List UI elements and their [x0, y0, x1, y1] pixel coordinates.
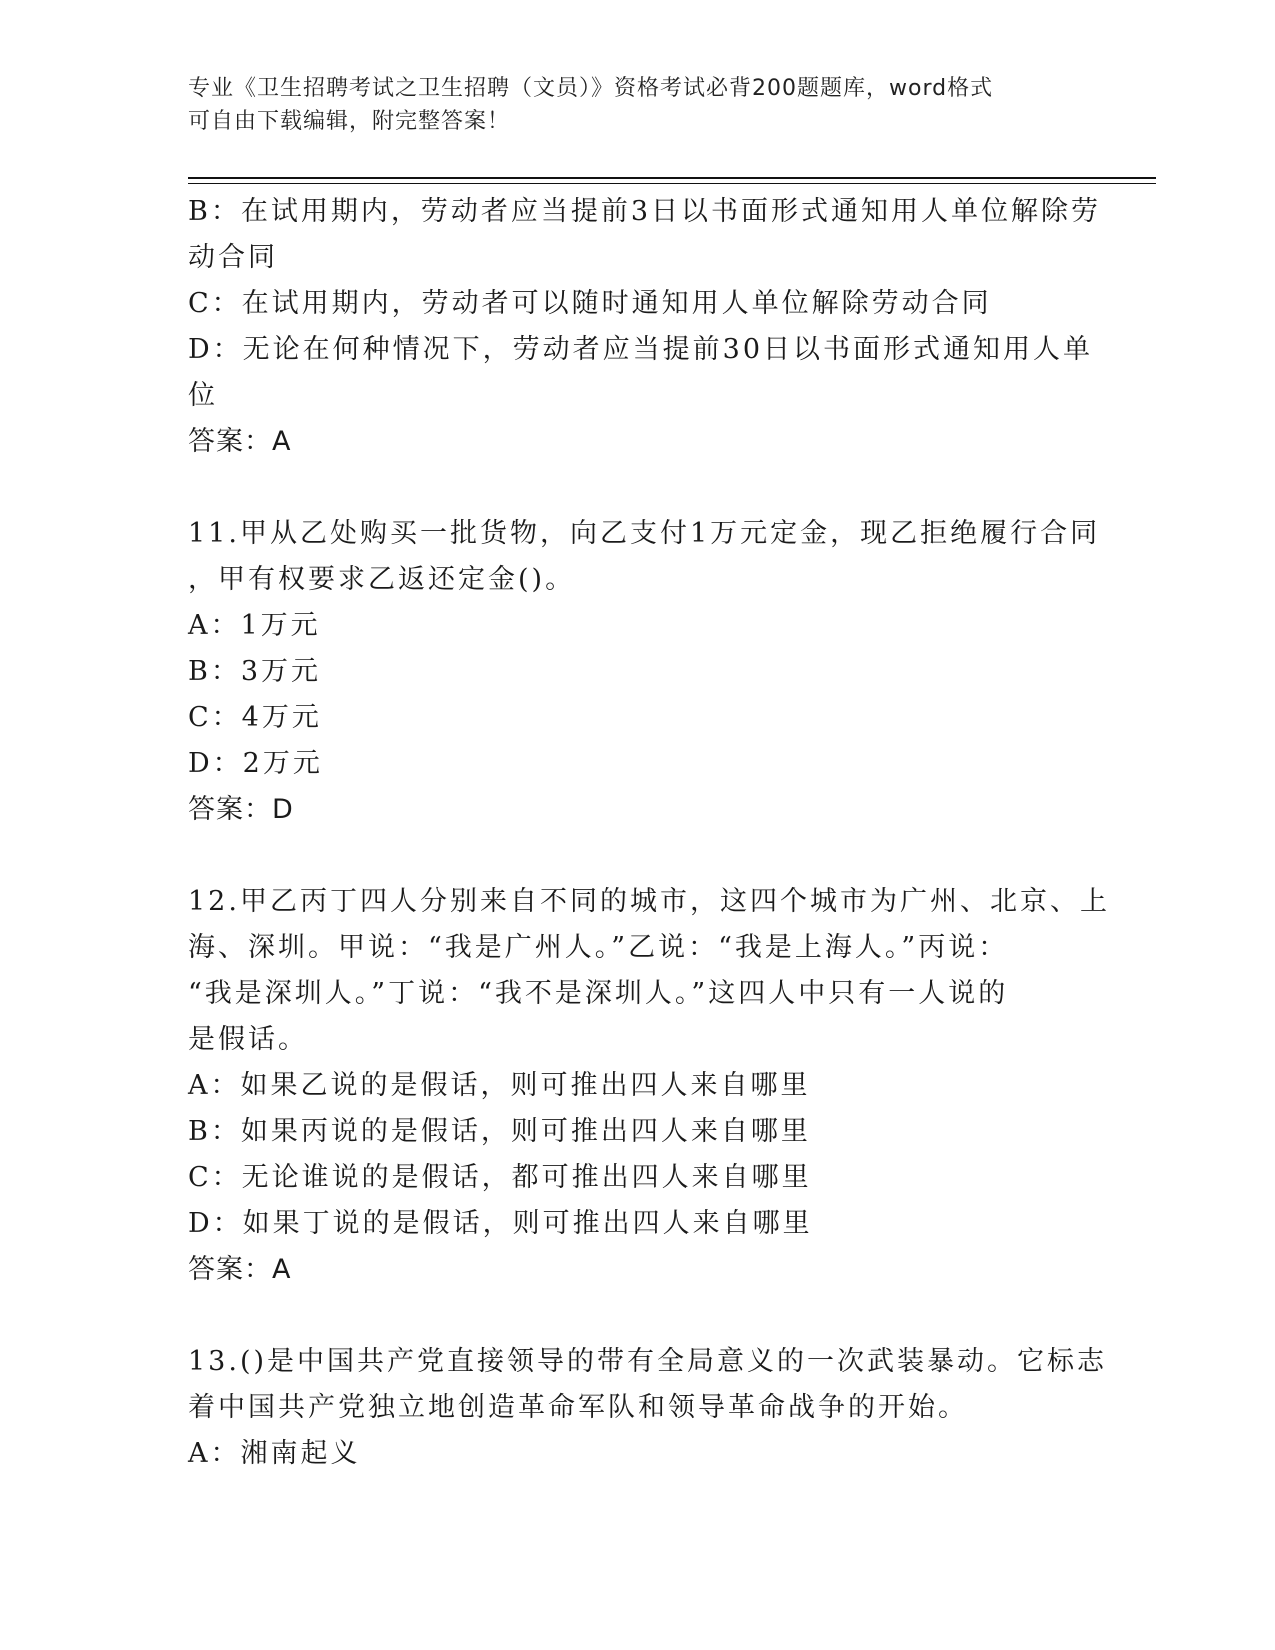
q12-stem-cont-1: 海、深圳。甲说：“我是广州人。”乙说：“我是上海人。”丙说： — [188, 932, 1009, 963]
q13-stem-cont: 着中国共产党独立地创造革命军队和领导革命战争的开始。 — [188, 1392, 968, 1423]
q11-answer: 答案：D — [188, 794, 294, 825]
q13-option-a: A：湘南起义 — [188, 1438, 361, 1469]
question-11 — [188, 511, 1101, 833]
q11-option-c: C：4万元 — [188, 702, 322, 733]
question-content — [188, 189, 1110, 1477]
q11-stem: 11.甲从乙处购买一批货物，向乙支付1万元定金，现乙拒绝履行合同 — [188, 518, 1101, 549]
question-13 — [188, 1339, 1108, 1477]
spacer — [188, 465, 1078, 511]
header-title-line-2: 可自由下载编辑，附完整答案！ — [188, 109, 511, 134]
header-title-line-1: 专业《卫生招聘考试之卫生招聘（文员）》资格考试必背200题题库，word格式 — [188, 76, 994, 101]
spacer — [188, 1293, 1078, 1339]
q12-stem-cont-3: 是假话。 — [188, 1024, 308, 1055]
q12-option-a: A：如果乙说的是假话，则可推出四人来自哪里 — [188, 1070, 811, 1101]
q11-option-b: B：3万元 — [188, 656, 322, 687]
q10-option-b-cont: 动合同 — [188, 242, 278, 273]
q12-option-c: C：无论谁说的是假话，都可推出四人来自哪里 — [188, 1162, 812, 1193]
q13-stem: 13.()是中国共产党直接领导的带有全局意义的一次武装暴动。它标志 — [188, 1346, 1108, 1377]
question-12 — [188, 879, 1110, 1293]
q12-stem: 12.甲乙丙丁四人分别来自不同的城市，这四个城市为广州、北京、上 — [188, 886, 1110, 917]
q12-answer: 答案：A — [188, 1254, 292, 1285]
q12-option-b: B：如果丙说的是假话，则可推出四人来自哪里 — [188, 1116, 811, 1147]
q10-answer: 答案：A — [188, 426, 292, 457]
q11-option-a: A：1万元 — [188, 610, 321, 641]
document-header — [188, 72, 1068, 138]
q12-stem-cont-2: “我是深圳人。”丁说：“我不是深圳人。”这四人中只有一人说的 — [188, 978, 1009, 1009]
header-divider-thick — [188, 177, 1156, 179]
q11-option-d: D：2万元 — [188, 748, 323, 779]
q11-stem-cont: ，甲有权要求乙返还定金()。 — [188, 564, 576, 595]
q10-option-c: C：在试用期内，劳动者可以随时通知用人单位解除劳动合同 — [188, 288, 992, 319]
q10-option-b: B：在试用期内，劳动者应当提前3日以书面形式通知用人单位解除劳 — [188, 196, 1102, 227]
header-divider-thin — [188, 183, 1156, 184]
q10-option-d-cont: 位 — [188, 380, 218, 411]
q12-option-d: D：如果丁说的是假话，则可推出四人来自哪里 — [188, 1208, 813, 1239]
spacer — [188, 833, 1078, 879]
q10-option-d: D：无论在何种情况下，劳动者应当提前30日以书面形式通知用人单 — [188, 334, 1094, 365]
question-10 — [188, 189, 1102, 465]
